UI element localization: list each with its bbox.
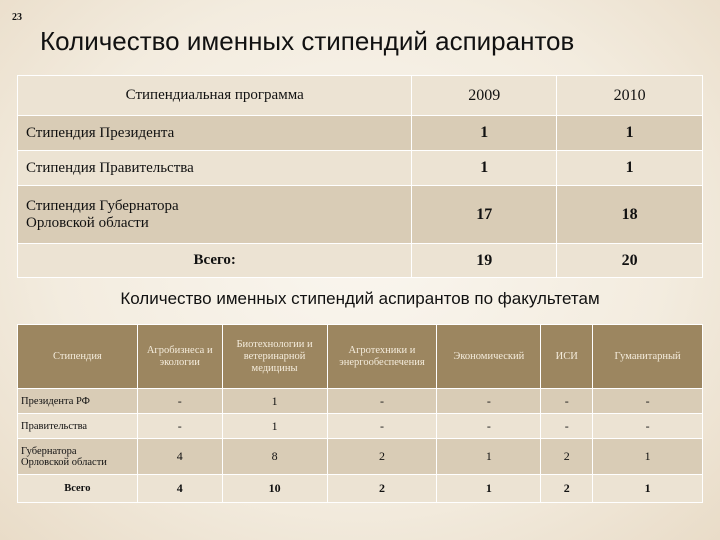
table-row: [18, 414, 703, 439]
page-title: Количество именных стипендий аспирантов: [40, 26, 575, 56]
table-cell: 4: [137, 475, 222, 503]
table-cell: 1: [593, 439, 703, 475]
table-row: [18, 151, 703, 186]
row-label: Стипендия Президента: [18, 116, 412, 151]
cell-2010: 20: [557, 244, 703, 278]
row-label: Правительства: [18, 414, 138, 439]
row-label: Президента РФ: [18, 389, 138, 414]
table-cell: 8: [222, 439, 327, 475]
table-cell: 2: [327, 475, 437, 503]
table-cell: -: [437, 414, 541, 439]
row-label-line1: Губернатора: [21, 445, 77, 457]
table-cell: -: [437, 389, 541, 414]
slide-number: 23: [12, 12, 22, 23]
table-cell: 1: [593, 475, 703, 503]
table-row: [18, 389, 703, 414]
table-cell: -: [327, 389, 437, 414]
table-header-row: [18, 76, 703, 116]
table-cell: -: [593, 414, 703, 439]
row-label: [18, 186, 412, 244]
table-cell: -: [541, 414, 593, 439]
column-header-economic: Экономический: [437, 325, 541, 389]
cell-2009: 17: [412, 186, 557, 244]
scholarship-program-table: [17, 75, 703, 278]
column-header-biotech: Биотехнологии и ветеринарной медицины: [222, 325, 327, 389]
table-cell: -: [327, 414, 437, 439]
table-cell: -: [593, 389, 703, 414]
section-subtitle: Количество именных стипендий аспирантов по факультетам: [120, 289, 600, 308]
total-label: Всего:: [18, 244, 412, 278]
table-cell: 2: [541, 439, 593, 475]
column-header-scholarship: Стипендия: [18, 325, 138, 389]
cell-2010: 18: [557, 186, 703, 244]
column-header-2009: 2009: [412, 76, 557, 116]
table-cell: 2: [541, 475, 593, 503]
cell-2009: 1: [412, 151, 557, 186]
table-cell: 1: [222, 389, 327, 414]
table-cell: 4: [137, 439, 222, 475]
column-header-humanitarian: Гуманитарный: [593, 325, 703, 389]
row-label-line1: Стипендия Губернатора: [26, 197, 179, 214]
table-row: [18, 439, 703, 475]
table-cell: 1: [222, 414, 327, 439]
column-header-agrotech: Агротехники и энергообеспечения: [327, 325, 437, 389]
column-header-program: Стипендиальная программа: [18, 76, 412, 116]
table-cell: 2: [327, 439, 437, 475]
column-header-isi: ИСИ: [541, 325, 593, 389]
column-header-2010: 2010: [557, 76, 703, 116]
table-total-row: [18, 244, 703, 278]
table-total-row: [18, 475, 703, 503]
row-label-line2: Орловской области: [26, 214, 149, 231]
table-row: [18, 186, 703, 244]
table-cell: 10: [222, 475, 327, 503]
table-cell: 1: [437, 475, 541, 503]
total-label: Всего: [18, 475, 138, 503]
cell-2009: 19: [412, 244, 557, 278]
table-cell: -: [137, 389, 222, 414]
row-label: Стипендия Правительства: [18, 151, 412, 186]
faculty-scholarship-table: [17, 324, 703, 503]
table-cell: -: [541, 389, 593, 414]
cell-2009: 1: [412, 116, 557, 151]
table-cell: 1: [437, 439, 541, 475]
table-row: [18, 116, 703, 151]
row-label-line2: Орловской области: [21, 456, 107, 468]
table-cell: -: [137, 414, 222, 439]
table-header-row: [18, 325, 703, 389]
cell-2010: 1: [557, 116, 703, 151]
column-header-agrobusiness: Агробизнеса и экологии: [137, 325, 222, 389]
cell-2010: 1: [557, 151, 703, 186]
row-label: [18, 439, 138, 475]
